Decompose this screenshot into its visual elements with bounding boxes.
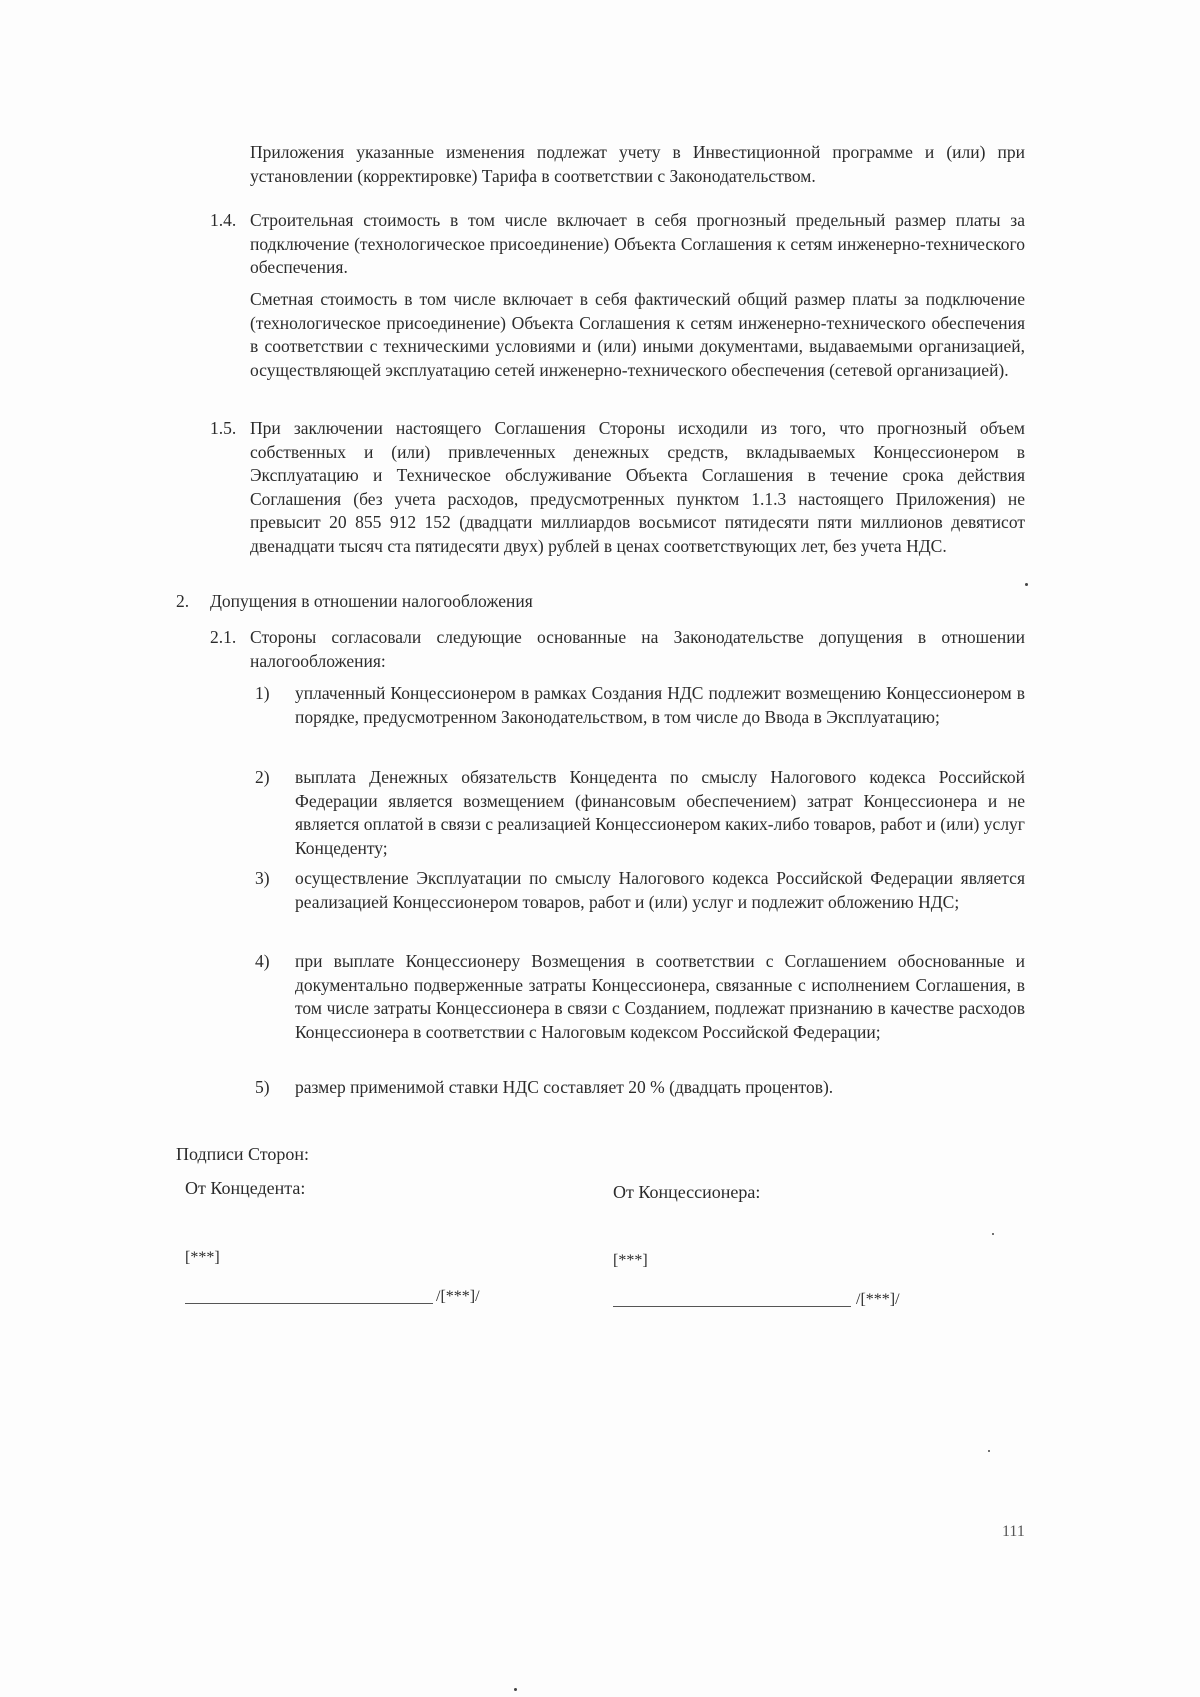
list-item-1-number: 1) <box>255 683 270 703</box>
section-2-number: 2. <box>176 591 190 611</box>
list-item-3-text: осуществление Эксплуатации по смыслу Налогового кодекса Российской Федерации является реализацией Концессионером товаров, работ и (или) услуг и подлежит обложению НДС; <box>295 868 1025 912</box>
list-item-2-text: выплата Денежных обязательств Концедента по смыслу Налогового кодекса Российской Федерации является возмещением (финансовым обеспечением) затрат Концессионера и не является оплатой в связи с реализацией Концессионером каких-либо товаров, работ и (или) услуг Концеденту; <box>295 767 1025 858</box>
signature-right-line <box>613 1306 851 1307</box>
item-1-4-paragraph-2: Сметная стоимость в том числе включает в себя фактический общий размер платы за подключение (технологическое присоединение) Объекта Соглашения к сетям инженерно-технического обеспечения в соответствии с техническими условиями и (или) иными документами, выдаваемыми организацией, осуществляющей эксплуатацию сетей инженерно-технического обеспечения (сетевой организацией). <box>250 289 1025 380</box>
signature-right-label: От Концессионера: <box>613 1182 761 1202</box>
signature-right-sign: /[***]/ <box>856 1291 900 1308</box>
scan-speck <box>1025 583 1028 586</box>
list-item-4-number: 4) <box>255 951 270 971</box>
list-item-3-number: 3) <box>255 868 270 888</box>
signature-left-label: От Концедента: <box>185 1178 306 1198</box>
top-paragraph: Приложения указанные изменения подлежат учету в Инвестиционной программе и (или) при установлении (корректировке) Тарифа в соответствии с Законодательством. <box>250 142 1025 186</box>
signature-left-name: [***] <box>185 1249 220 1266</box>
list-item-1-text: уплаченный Концессионером в рамках Создания НДС подлежит возмещению Концессионером в порядке, предусмотренном Законодательством, в том числе до Ввода в Эксплуатацию; <box>295 683 1025 727</box>
list-item-5-number: 5) <box>255 1077 270 1097</box>
section-2-title: Допущения в отношении налогообложения <box>210 591 533 611</box>
list-item-4-text: при выплате Концессионеру Возмещения в соответствии с Соглашением обоснованные и документально подверженные затраты Концессионера, связанные с исполнением Соглашения, в том числе затраты Концессионера в связи с Созданием, подлежат признанию в качестве расходов Концессионера в соответствии с Налоговым кодексом Российской Федерации; <box>295 951 1025 1042</box>
page-number: 111 <box>1002 1523 1025 1540</box>
signature-left-sign: /[***]/ <box>436 1288 480 1305</box>
item-1-4-number: 1.4. <box>210 210 237 230</box>
signature-right-name: [***] <box>613 1252 648 1269</box>
signature-left-line <box>185 1303 433 1304</box>
list-item-2-number: 2) <box>255 767 270 787</box>
item-2-1-paragraph: Стороны согласовали следующие основанные на Законодательстве допущения в отношении налогообложения: <box>250 627 1025 671</box>
scan-speck <box>514 1688 517 1691</box>
scan-speck <box>992 1233 994 1235</box>
signatures-heading: Подписи Сторон: <box>176 1144 310 1164</box>
item-2-1-number: 2.1. <box>210 627 237 647</box>
item-1-5-paragraph: При заключении настоящего Соглашения Стороны исходили из того, что прогнозный объем собственных и (или) привлеченных денежных средств, вкладываемых Концессионером в Эксплуатацию и Техническое обслуживание Объекта Соглашения в течение срока действия Соглашения (без учета расходов, предусмотренных пунктом 1.1.3 настоящего Приложения) не превысит 20 855 912 152 (двадцати миллиардов восьмисот пятидесяти пяти миллионов девятисот двенадцати тысяч ста пятидесяти двух) рублей в ценах соответствующих лет, без учета НДС. <box>250 418 1025 556</box>
item-1-4-paragraph-1: Строительная стоимость в том числе включает в себя прогнозный предельный размер платы за подключение (технологическое присоединение) Объекта Соглашения к сетям инженерно-технического обеспечения. <box>250 210 1025 277</box>
scan-speck <box>988 1450 990 1452</box>
list-item-5-text: размер применимой ставки НДС составляет 20 % (двадцать процентов). <box>295 1077 834 1097</box>
item-1-5-number: 1.5. <box>210 418 237 438</box>
